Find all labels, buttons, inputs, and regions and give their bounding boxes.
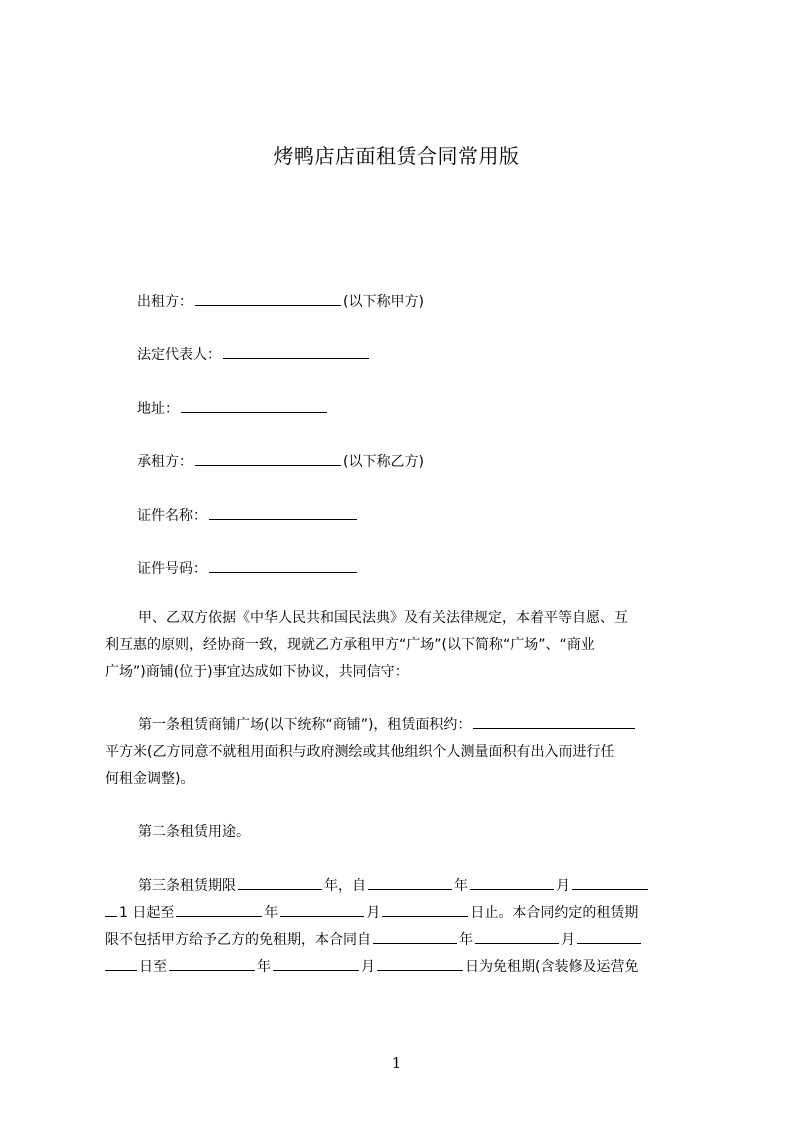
lessee-suffix: (以下称乙方) [343, 454, 424, 470]
free-start-day-blank-cont [105, 956, 137, 971]
free-end-year-blank [169, 956, 255, 971]
end-year-text: 年 [264, 905, 279, 921]
start-year-blank [368, 875, 452, 890]
article-3-line [105, 954, 700, 981]
lessor-blank [195, 291, 341, 306]
start-month-text: 月 [556, 878, 570, 894]
start-month-blank [470, 875, 554, 890]
id-number-label: 证件号码： [137, 561, 207, 577]
start-day-blank-cont [105, 902, 117, 917]
intro-line: 甲、乙双方依据《中华人民共和国民法典》及有关法律规定，本着平等自愿、互 [138, 610, 628, 626]
end-year-blank [176, 902, 262, 917]
free-end-day-text: 日为免租期(含装修及运营免 [465, 959, 639, 975]
free-start-day-text: 日至 [139, 959, 167, 975]
start-year-text: 年 [454, 878, 468, 894]
article-2-paragraph [105, 819, 700, 846]
free-period-text: 限不包括甲方给予乙方的免租期，本合同自 [105, 932, 371, 948]
id-number-field [137, 558, 359, 579]
lessor-label: 出租方： [137, 294, 193, 310]
legal-representative-label: 法定代表人： [137, 347, 221, 363]
area-blank [473, 714, 635, 729]
address-label: 地址： [137, 401, 179, 417]
legal-representative-field [137, 344, 371, 365]
address-blank [181, 398, 327, 413]
lessee-field [137, 451, 424, 472]
id-name-label: 证件名称： [137, 508, 207, 524]
free-end-month-text: 月 [361, 959, 375, 975]
free-start-month-blank [475, 929, 559, 944]
intro-paragraph [105, 605, 700, 686]
address-field [137, 398, 329, 419]
free-start-year-blank [373, 929, 457, 944]
free-start-day-blank [577, 929, 641, 944]
article-1-line: 何租金调整)。 [105, 771, 195, 787]
free-start-month-text: 月 [561, 932, 575, 948]
article-3-line [105, 900, 700, 927]
term-year-text: 年，自 [324, 878, 366, 894]
lessee-label: 承租方： [137, 454, 193, 470]
start-day-text: 1 日起至 [119, 905, 175, 921]
end-month-blank [280, 902, 364, 917]
term-blank [238, 875, 322, 890]
legal-representative-blank [223, 344, 369, 359]
article-1-paragraph [105, 712, 700, 793]
free-end-month-blank [273, 956, 359, 971]
intro-line: 广场”)商铺(位于)事宜达成如下协议，共同信守： [105, 664, 409, 680]
article-1-line [105, 712, 700, 739]
lessor-suffix: (以下称甲方) [343, 294, 424, 310]
article-1-text: 第一条租赁商铺广场(以下统称“商铺”)，租赁面积约： [138, 717, 472, 733]
id-number-blank [209, 558, 357, 573]
free-start-year-text: 年 [459, 932, 473, 948]
free-end-day-blank [377, 956, 463, 971]
start-day-blank [572, 875, 648, 890]
article-3-paragraph [105, 873, 700, 981]
article-3-lead: 第三条租赁期限 [138, 878, 236, 894]
intro-line: 利互惠的原则，经协商一致，现就乙方承租甲方“广场”(以下简称“广场”、“商业 [105, 637, 595, 653]
article-2-line: 第二条租赁用途。 [138, 824, 250, 840]
end-month-text: 月 [366, 905, 381, 921]
lessor-field [137, 291, 424, 312]
lessee-blank [195, 451, 341, 466]
id-name-blank [209, 505, 357, 520]
article-1-line: 平方米(乙方同意不就租用面积与政府测绘或其他组织个人测量面积有出入而进行任 [105, 744, 615, 760]
document-title: 烤鸭店店面租赁合同常用版 [273, 144, 520, 168]
article-3-line [105, 873, 700, 900]
id-name-field [137, 505, 359, 526]
end-day-text: 日止。本合同约定的租赁期 [470, 905, 639, 921]
page-number: 1 [391, 1054, 402, 1072]
free-end-year-text: 年 [257, 959, 271, 975]
end-day-blank [382, 902, 468, 917]
article-3-line [105, 927, 700, 954]
